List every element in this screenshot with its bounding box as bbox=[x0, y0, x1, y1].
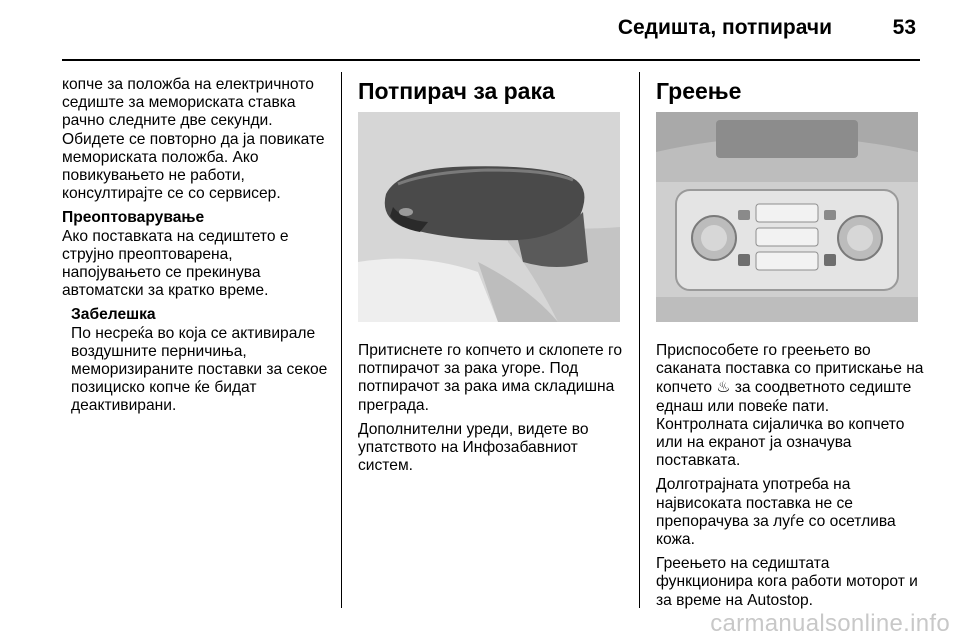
heating-paragraph-2: Долготрајната употреба на највисоката поставка не се препорачува за луѓе со осетлива кожа. bbox=[656, 476, 896, 549]
column-divider-left bbox=[341, 72, 342, 608]
armrest-paragraph-2: Дополнителни уреди, видете во упатството на Инфозабавниот систем. bbox=[358, 420, 589, 475]
header-rule bbox=[62, 59, 920, 61]
heating-paragraph-1-end: за соодветното седиште еднаш или повеќе пати. Контролната сијаличка во копчето или на екранот ја означува поставката. bbox=[656, 379, 912, 470]
column-1 bbox=[62, 76, 330, 416]
memory-paragraph: копче за положба на електричното седиште за мемориската ставка рачно следните две секунди. Обидете се повторно да ја повикате мемориската положба. Ако повикувањето не работи, консултирајте се со сервисер. bbox=[62, 76, 325, 203]
watermark: carmanualsonline.info bbox=[710, 610, 950, 637]
column-2 bbox=[358, 76, 626, 481]
seat-heat-icon: ♨ bbox=[716, 378, 731, 397]
column-divider-right bbox=[639, 72, 640, 608]
armrest-paragraph-1: Притиснете го копчето и склопете го потпирачот за рака угоре. Под потпирачот за рака има складишна преграда. bbox=[358, 342, 623, 414]
header-title: Седишта, потпирачи bbox=[617, 16, 832, 39]
heating-paragraph-1 bbox=[656, 342, 924, 470]
note-title: Забелешка bbox=[71, 306, 156, 324]
column-3 bbox=[656, 76, 924, 616]
heating-paragraph-1-start: Приспособете го греењето во саканата поставка со притискање на копчето bbox=[656, 342, 924, 397]
armrest-figure bbox=[358, 112, 620, 322]
note-text: По несреќа во која се активирале воздушните перничиња, меморизираните поставки за секое позициско копче ќе бидат деактивирани. bbox=[71, 324, 328, 415]
armrest-heading: Потпирач за рака bbox=[358, 78, 555, 104]
overload-subheading: Преоптоварување bbox=[62, 209, 205, 227]
heating-heading: Греење bbox=[656, 78, 742, 104]
heating-paragraph-3: Греењето на седиштата функционира кога работи моторот и за време на Autostop. bbox=[656, 555, 918, 609]
note-block bbox=[71, 306, 330, 415]
overload-paragraph: Ако поставката на седиштето е струјно преоптоварена, напојувањето се прекинува автоматски за кратко време. bbox=[62, 227, 289, 300]
page-number: 53 bbox=[892, 16, 916, 39]
heating-figure bbox=[656, 112, 918, 322]
